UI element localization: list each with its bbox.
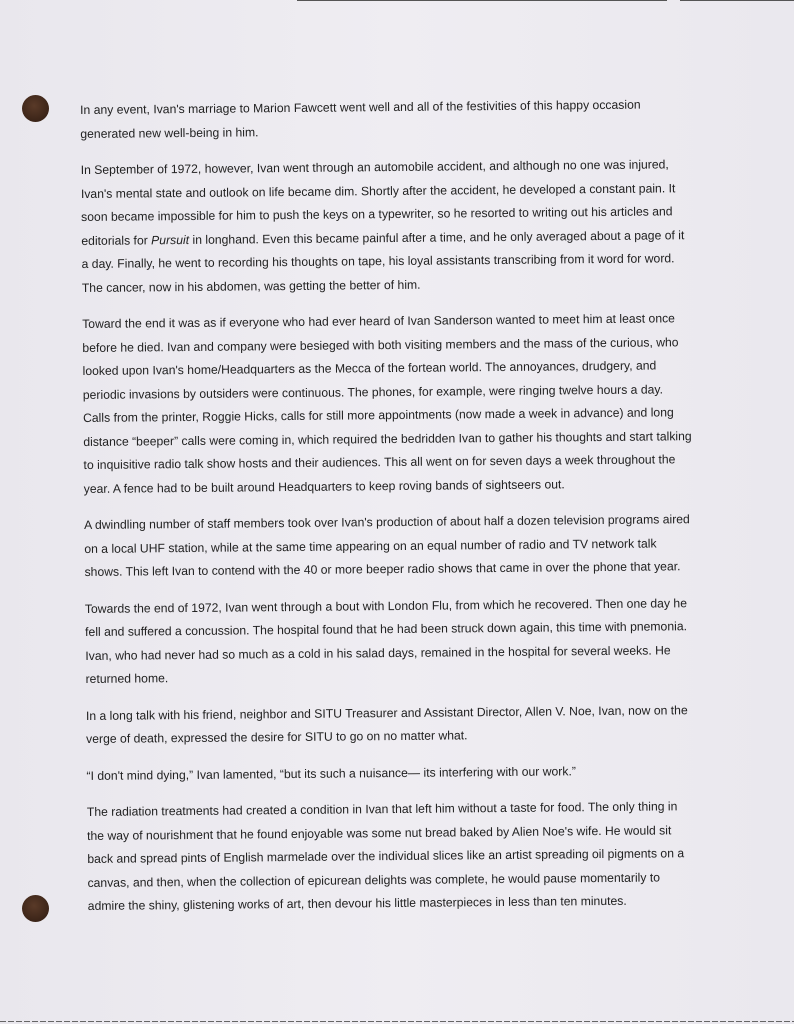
paragraph-1: In any event, Ivan's marriage to Marion Fawcett went well and all of the festivities of this happy occasion generated new well-being in him. — [80, 97, 641, 141]
paragraph-7-quote: “I don't mind dying,” Ivan lamented, “but its such a nuisance— its interfering with our work.” — [86, 763, 576, 783]
paragraph-4: A dwindling number of staff members took over Ivan's production of about half a dozen television programs aired on a local UHF station, while at the same time appearing on an equal number of radio and TV network talk shows. This left Ivan to contend with the 40 or more beeper radio shows that came in over the phone that year. — [84, 512, 690, 579]
paragraph-5: Towards the end of 1972, Ivan went through a bout with London Flu, from which he recovered. Then one day he fell and suffered a concussion. The hospital found that he had been struck down again, this time with pnemonia. Ivan, who had never had so much as a cold in his salad days, remained in the hospital for several weeks. He returned home. — [84, 595, 688, 686]
paragraph-3: Toward the end it was as if everyone who had ever heard of Ivan Sanderson wanted to meet him at least once before he died. Ivan and company were besieged with both visiting members and the mass of the curious, who looked upon Ivan's home/Headquarters as the Mecca of the fortean world. The annoyances, drudgery, and periodic invasions by outsiders were continuous. The phones, for example, were ringing twelve hours a day. Calls from the printer, Roggie Hicks, calls for still more appointments (now made a week in advance) and long distance “beeper” calls were coming in, which required the bedridden Ivan to gather his thoughts and start talking to inquisitive radio talk show hosts and their audiences. This all went on for seven days a week throughout the year. A fence had to be built around Headquarters to keep roving bands of sightseers out. — [82, 311, 692, 496]
paragraph-2 — [81, 153, 692, 300]
body-text — [80, 93, 698, 931]
paragraph-2-end: in longhand. Even this became painful after a time, and he only averaged about a page of it a day. Finally, he went to recording his thoughts on tape, his loyal assistants transcribing from it word for word. The cancer, now in his abdomen, was getting the better of him. — [81, 227, 685, 295]
publication-title: Pursuit — [151, 232, 190, 247]
paragraph-8: The radiation treatments had created a condition in Ivan that left him without a taste for food. The only thing in the way of nourishment that he found enjoyable was some nut bread baked by Alien Noe's wife. He would sit back and spread pints of English marmelade over the individual slices like an artist spreading oil pigments on a canvas, and then, when the collection of epicurean delights was complete, he would pause momentarily to admire the shiny, glistening works of art, then devour his little masterpieces in less than ten minutes. — [86, 799, 685, 913]
paragraph-6: In a long talk with his friend, neighbor and SITU Treasurer and Assistant Director, Allen V. Noe, Ivan, now on the verge of death, expressed the desire for SITU to go on no matter what. — [85, 702, 688, 746]
paragraph-2-start: In September of 1972, however, Ivan went through an automobile accident, and although no one was injured, Ivan's mental state and outlook on life became dim. Shortly after the accident, he developed a constant pain. It soon became impossible for him to push the keys on a typewriter, so he resorted to writing out his articles and editorials for — [80, 157, 676, 248]
bottom-edge-rule — [0, 1021, 794, 1022]
top-edge-rule — [297, 0, 667, 1]
punch-hole-top — [22, 95, 49, 122]
top-edge-rule-right — [680, 0, 794, 1]
punch-hole-bottom — [22, 895, 49, 922]
